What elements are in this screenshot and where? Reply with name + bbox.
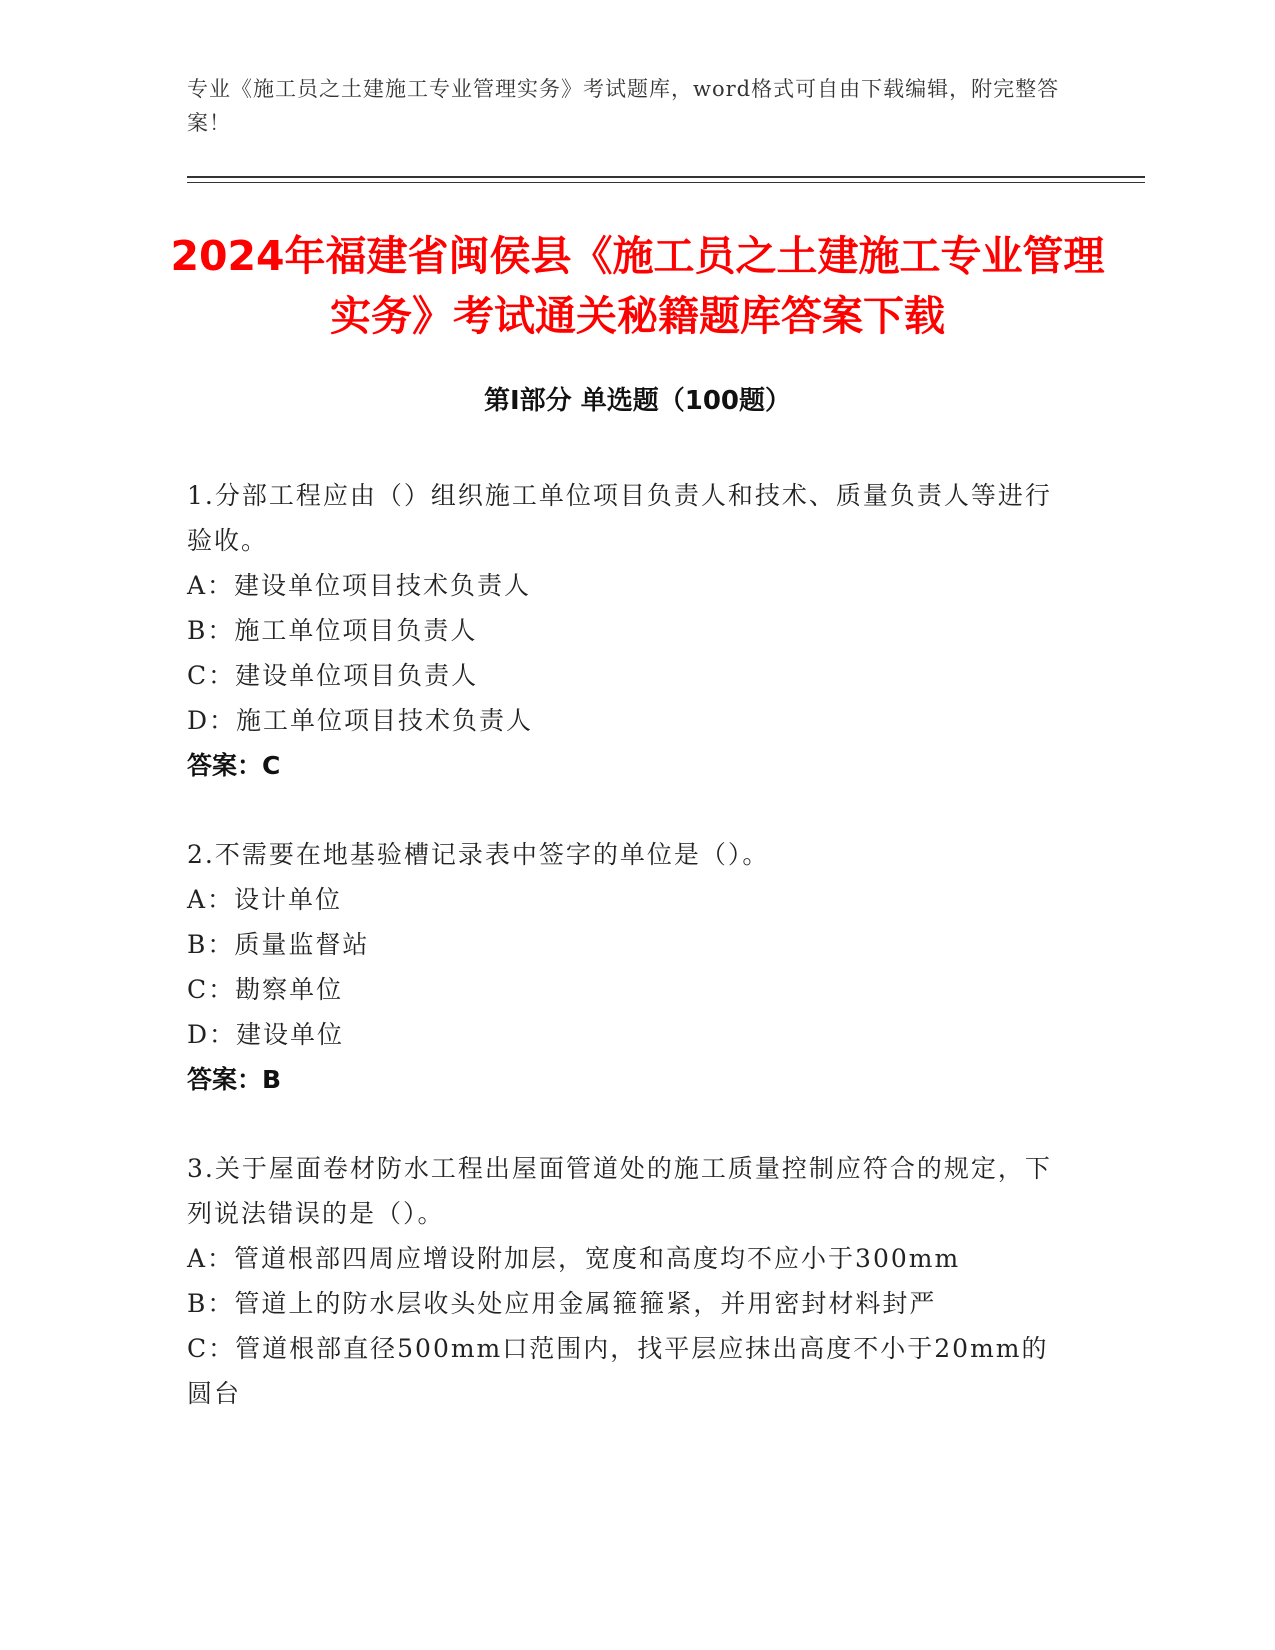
option-c: C：勘察单位 [187,975,344,1004]
option-a: A：设计单位 [187,885,343,914]
option-b: B：施工单位项目负责人 [187,616,478,645]
question-1 [187,473,1057,788]
option-d: D：施工单位项目技术负责人 [187,706,534,735]
option-a: A：建设单位项目技术负责人 [187,571,532,600]
option-c: C：管道根部直径500mm口范围内，找平层应抹出高度不小于20mm的圆台 [187,1334,1049,1408]
option-a: A：管道根部四周应增设附加层，宽度和高度均不应小于300mm [187,1244,961,1273]
question-text: 3.关于屋面卷材防水工程出屋面管道处的施工质量控制应符合的规定，下列说法错误的是（）。 [187,1154,1052,1228]
option-c: C：建设单位项目负责人 [187,661,479,690]
option-b: B：管道上的防水层收头处应用金属箍箍紧，并用密封材料封严 [187,1289,937,1318]
document-title: 2024年福建省闽侯县《施工员之土建施工专业管理实务》考试通关秘籍题库答案下载 [170,232,1105,340]
header-divider-thick [187,176,1145,178]
question-3 [187,1146,1057,1416]
option-b: B：质量监督站 [187,930,370,959]
question-text: 1.分部工程应由（）组织施工单位项目负责人和技术、质量负责人等进行验收。 [187,481,1052,555]
answer: 答案：C [187,751,281,780]
section-heading: 第Ⅰ部分 单选题（100题） [484,386,791,416]
question-2 [187,832,1057,1102]
answer: 答案：B [187,1065,282,1094]
header-note: 专业《施工员之土建施工专业管理实务》考试题库，word格式可自由下载编辑，附完整答案！ [187,77,1060,135]
header-divider-thin [187,182,1145,183]
question-text: 2.不需要在地基验槽记录表中签字的单位是（）。 [187,840,770,869]
question-list [187,473,1057,1460]
option-d: D：建设单位 [187,1020,345,1049]
